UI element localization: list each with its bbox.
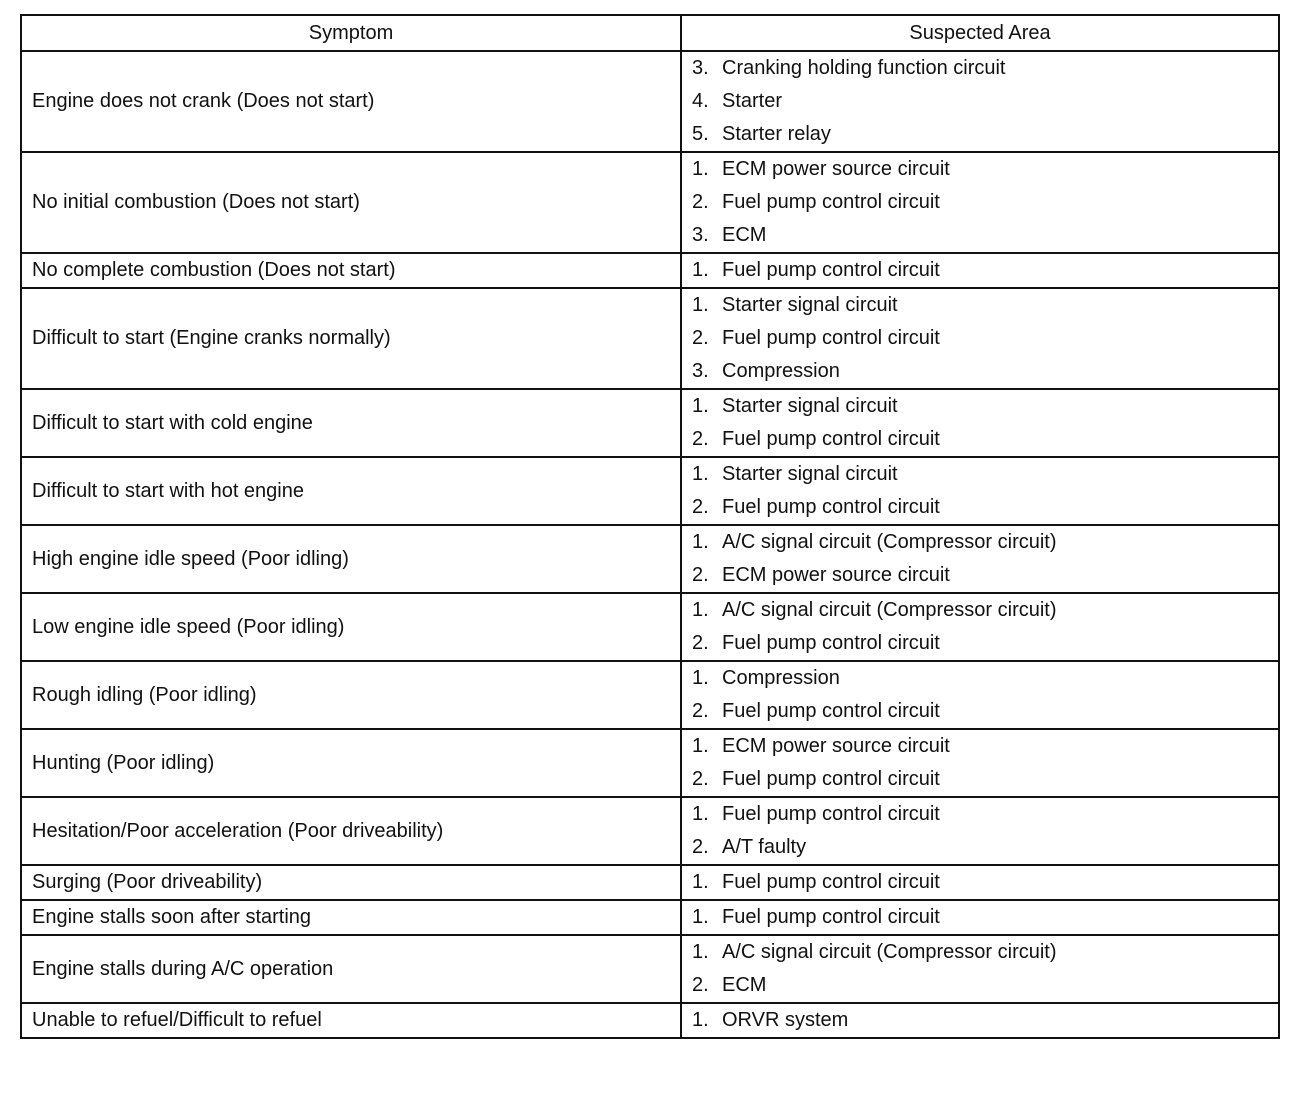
table-row — [21, 729, 1279, 797]
item-number: 2. — [692, 191, 709, 213]
item-text: Fuel pump control circuit — [722, 803, 940, 825]
item-number: 1. — [692, 941, 709, 963]
item-number: 5. — [692, 123, 709, 145]
item-number: 1. — [692, 906, 709, 928]
item-text: Fuel pump control circuit — [722, 700, 940, 722]
suspected-area-item — [692, 627, 1278, 660]
suspected-area-item — [692, 730, 1278, 763]
suspected-area-item — [692, 186, 1278, 219]
item-text: Fuel pump control circuit — [722, 906, 940, 928]
suspected-area-cell — [681, 253, 1279, 288]
symptom-cell: Difficult to start with hot engine — [21, 457, 681, 525]
item-number: 1. — [692, 1009, 709, 1031]
symptom-cell: Engine does not crank (Does not start) — [21, 51, 681, 152]
item-number: 2. — [692, 428, 709, 450]
item-number: 1. — [692, 259, 709, 281]
table-row — [21, 1003, 1279, 1038]
suspected-area-cell — [681, 900, 1279, 935]
suspected-area-cell — [681, 389, 1279, 457]
suspected-area-cell — [681, 729, 1279, 797]
item-text: Starter signal circuit — [722, 294, 898, 316]
item-number: 2. — [692, 564, 709, 586]
symptom-cell: Rough idling (Poor idling) — [21, 661, 681, 729]
suspected-area-item — [692, 763, 1278, 796]
suspected-area-cell — [681, 935, 1279, 1003]
item-number: 1. — [692, 463, 709, 485]
item-number: 3. — [692, 57, 709, 79]
suspected-area-item — [692, 662, 1278, 695]
symptom-cell: Difficult to start (Engine cranks normally) — [21, 288, 681, 389]
suspected-area-cell — [681, 51, 1279, 152]
suspected-area-item — [692, 423, 1278, 456]
item-text: Starter — [722, 90, 783, 112]
item-text: Fuel pump control circuit — [722, 191, 940, 213]
item-text: Starter signal circuit — [722, 395, 898, 417]
symptom-cell: Engine stalls soon after starting — [21, 900, 681, 935]
suspected-area-item — [692, 901, 1278, 934]
suspected-area-item — [692, 491, 1278, 524]
suspected-area-item — [692, 936, 1278, 969]
item-text: Fuel pump control circuit — [722, 632, 940, 654]
symptom-cell: No initial combustion (Does not start) — [21, 152, 681, 253]
suspected-area-item — [692, 526, 1278, 559]
item-number: 1. — [692, 599, 709, 621]
item-number: 1. — [692, 735, 709, 757]
item-text: A/C signal circuit (Compressor circuit) — [722, 941, 1057, 963]
suspected-area-cell — [681, 152, 1279, 253]
item-number: 1. — [692, 871, 709, 893]
symptom-table-container — [20, 14, 1278, 1039]
table-row — [21, 525, 1279, 593]
item-text: Compression — [722, 360, 840, 382]
suspected-area-cell — [681, 457, 1279, 525]
suspected-area-item — [692, 695, 1278, 728]
table-row — [21, 288, 1279, 389]
suspected-area-item — [692, 594, 1278, 627]
item-text: Starter signal circuit — [722, 463, 898, 485]
suspected-area-item — [692, 85, 1278, 118]
symptom-cell: Surging (Poor driveability) — [21, 865, 681, 900]
item-number: 2. — [692, 768, 709, 790]
suspected-area-cell — [681, 288, 1279, 389]
suspected-area-item — [692, 390, 1278, 423]
item-text: Fuel pump control circuit — [722, 259, 940, 281]
suspected-area-item — [692, 52, 1278, 85]
item-text: ECM power source circuit — [722, 158, 950, 180]
table-body — [21, 51, 1279, 1038]
suspected-area-cell — [681, 525, 1279, 593]
symptom-cell: Unable to refuel/Difficult to refuel — [21, 1003, 681, 1038]
symptom-cell: Engine stalls during A/C operation — [21, 935, 681, 1003]
symptom-cell: High engine idle speed (Poor idling) — [21, 525, 681, 593]
suspected-area-item — [692, 118, 1278, 151]
item-number: 1. — [692, 395, 709, 417]
suspected-area-cell — [681, 865, 1279, 900]
item-text: Fuel pump control circuit — [722, 871, 940, 893]
suspected-area-item — [692, 1004, 1278, 1037]
suspected-area-item — [692, 866, 1278, 899]
table-row — [21, 152, 1279, 253]
suspected-area-item — [692, 355, 1278, 388]
item-number: 3. — [692, 360, 709, 382]
suspected-area-item — [692, 219, 1278, 252]
symptom-cell: Difficult to start with cold engine — [21, 389, 681, 457]
item-text: ECM — [722, 974, 767, 996]
item-number: 1. — [692, 158, 709, 180]
table-row — [21, 457, 1279, 525]
item-number: 2. — [692, 632, 709, 654]
suspected-area-item — [692, 798, 1278, 831]
header-suspected-area: Suspected Area — [681, 15, 1279, 51]
item-text: A/T faulty — [722, 836, 807, 858]
item-text: Starter relay — [722, 123, 831, 145]
item-number: 2. — [692, 327, 709, 349]
suspected-area-item — [692, 831, 1278, 864]
suspected-area-item — [692, 153, 1278, 186]
table-row — [21, 900, 1279, 935]
suspected-area-item — [692, 254, 1278, 287]
suspected-area-cell — [681, 593, 1279, 661]
item-text: A/C signal circuit (Compressor circuit) — [722, 531, 1057, 553]
suspected-area-item — [692, 969, 1278, 1002]
suspected-area-item — [692, 289, 1278, 322]
item-number: 1. — [692, 531, 709, 553]
item-number: 1. — [692, 803, 709, 825]
table-row — [21, 865, 1279, 900]
table-row — [21, 935, 1279, 1003]
suspected-area-cell — [681, 1003, 1279, 1038]
item-number: 3. — [692, 224, 709, 246]
symptom-cell: Low engine idle speed (Poor idling) — [21, 593, 681, 661]
item-text: ECM power source circuit — [722, 564, 950, 586]
item-text: A/C signal circuit (Compressor circuit) — [722, 599, 1057, 621]
item-number: 2. — [692, 700, 709, 722]
item-text: ECM power source circuit — [722, 735, 950, 757]
item-text: ECM — [722, 224, 767, 246]
table-row — [21, 389, 1279, 457]
table-row — [21, 593, 1279, 661]
table-row — [21, 797, 1279, 865]
symptom-table — [20, 14, 1280, 1039]
item-text: Fuel pump control circuit — [722, 768, 940, 790]
item-text: ORVR system — [722, 1009, 849, 1031]
item-text: Cranking holding function circuit — [722, 57, 1006, 79]
suspected-area-item — [692, 322, 1278, 355]
suspected-area-cell — [681, 661, 1279, 729]
symptom-cell: No complete combustion (Does not start) — [21, 253, 681, 288]
item-number: 2. — [692, 836, 709, 858]
header-row — [21, 15, 1279, 51]
header-symptom: Symptom — [21, 15, 681, 51]
item-number: 2. — [692, 974, 709, 996]
suspected-area-item — [692, 559, 1278, 592]
item-text: Fuel pump control circuit — [722, 496, 940, 518]
table-row — [21, 253, 1279, 288]
item-text: Fuel pump control circuit — [722, 428, 940, 450]
suspected-area-item — [692, 458, 1278, 491]
suspected-area-cell — [681, 797, 1279, 865]
item-text: Compression — [722, 667, 840, 689]
table-row — [21, 51, 1279, 152]
item-text: Fuel pump control circuit — [722, 327, 940, 349]
table-row — [21, 661, 1279, 729]
symptom-cell: Hunting (Poor idling) — [21, 729, 681, 797]
item-number: 2. — [692, 496, 709, 518]
symptom-cell: Hesitation/Poor acceleration (Poor driveability) — [21, 797, 681, 865]
item-number: 1. — [692, 667, 709, 689]
item-number: 1. — [692, 294, 709, 316]
item-number: 4. — [692, 90, 709, 112]
